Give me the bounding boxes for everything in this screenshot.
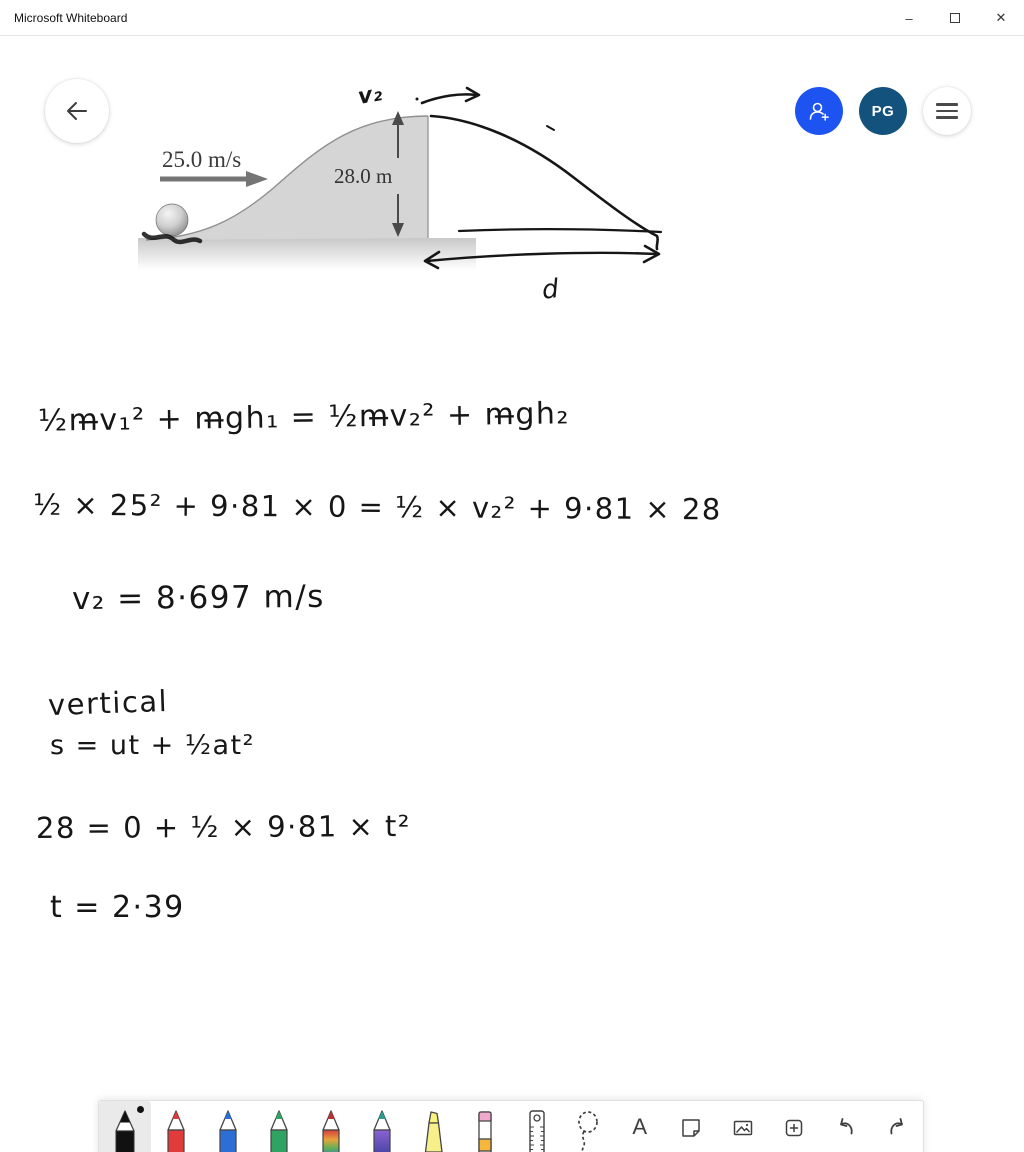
close-icon: ✕ [995, 10, 1007, 25]
lasso-select-icon [575, 1108, 601, 1152]
tool-redo[interactable] [872, 1101, 924, 1152]
red-pen-icon [163, 1108, 189, 1152]
eraser-icon [472, 1108, 498, 1152]
undo-icon [834, 1116, 858, 1140]
figure-distance-label: d [540, 274, 561, 306]
pen-toolbar [98, 1100, 924, 1152]
handwritten-equation-energy: ½m̶v₁² + m̶gh₁ = ½m̶v₂² + m̶gh₂ [37, 396, 571, 439]
tool-highlighter[interactable] [408, 1101, 460, 1152]
handwritten-equation-energy-values: ½ × 25² + 9·81 × 0 = ½ × v₂² + 9·81 × 28 [32, 487, 722, 527]
sticky-note-icon [679, 1116, 703, 1140]
add-person-icon [807, 99, 831, 123]
maximize-button[interactable] [932, 0, 978, 36]
title-bar [0, 0, 1024, 36]
green-pen-icon [266, 1108, 292, 1152]
handwritten-label-vertical: vertical [47, 683, 169, 723]
blue-pen-icon [215, 1108, 241, 1152]
back-arrow-icon [64, 98, 90, 124]
tool-undo[interactable] [820, 1101, 872, 1152]
handwritten-equation-kinematics-values: 28 = 0 + ½ × 9·81 × t² [35, 809, 412, 845]
hamburger-icon [936, 103, 958, 119]
close-button[interactable] [978, 0, 1024, 36]
profile-button[interactable] [859, 87, 907, 135]
invite-button[interactable] [795, 87, 843, 135]
handwritten-equation-kinematics: s = ut + ½at² [50, 730, 255, 761]
handwritten-result-v2: v₂ = 8·697 m/s [71, 578, 326, 618]
tool-green-pen[interactable] [254, 1101, 306, 1152]
tool-galaxy-pen[interactable] [357, 1101, 409, 1152]
text-tool-icon: A [632, 1114, 648, 1139]
back-button[interactable] [45, 79, 109, 143]
minimize-button[interactable] [886, 0, 932, 36]
highlighter-icon [421, 1108, 447, 1152]
physics-diagram [130, 70, 670, 310]
insert-plus-icon [782, 1116, 806, 1140]
minimize-icon: – [905, 10, 913, 26]
tool-insert[interactable] [769, 1101, 821, 1152]
window-controls [886, 0, 1024, 36]
window-title: Microsoft Whiteboard [14, 11, 128, 25]
ball [156, 204, 188, 236]
tool-ruler[interactable] [511, 1101, 563, 1152]
tool-sticky-note[interactable] [666, 1101, 718, 1152]
maximize-icon [950, 13, 960, 23]
selected-indicator-dot [137, 1106, 144, 1113]
figure-speed-label: 25.0 m/s [162, 147, 242, 172]
ruler-icon [524, 1108, 550, 1152]
tool-text[interactable] [614, 1101, 666, 1152]
rainbow-pen-icon [318, 1108, 344, 1152]
black-pen-icon [112, 1108, 138, 1152]
tool-image[interactable] [717, 1101, 769, 1152]
tool-rainbow-pen[interactable] [305, 1101, 357, 1152]
figure-height-label: 28.0 m [334, 164, 393, 188]
tool-lasso-select[interactable] [563, 1101, 615, 1152]
tool-red-pen[interactable] [151, 1101, 203, 1152]
handwritten-result-time: t = 2·39 [50, 890, 185, 925]
redo-icon [885, 1116, 909, 1140]
profile-initials: PG [871, 102, 895, 120]
figure-velocity-label: v₂ [356, 81, 385, 110]
tool-eraser[interactable] [460, 1101, 512, 1152]
printed-hill-figure [138, 111, 476, 270]
image-icon [731, 1116, 755, 1140]
tool-blue-pen[interactable] [202, 1101, 254, 1152]
tool-black-pen[interactable] [99, 1101, 151, 1152]
menu-button[interactable] [923, 87, 971, 135]
galaxy-pen-icon [369, 1108, 395, 1152]
